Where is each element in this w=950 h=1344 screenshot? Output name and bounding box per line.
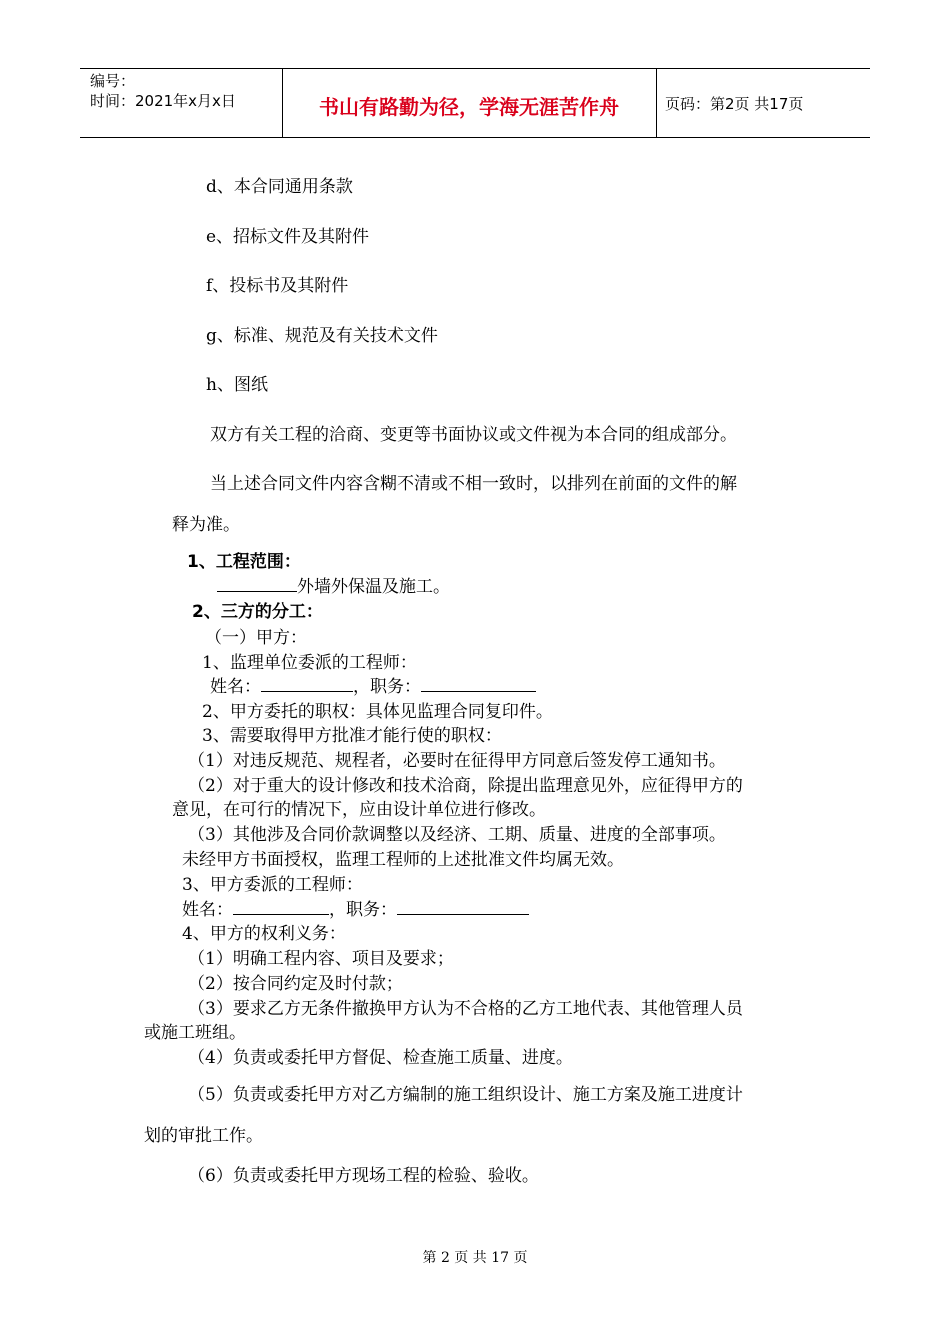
unauthorized-note: 未经甲方书面授权，监理工程师的上述批准文件均属无效。 — [182, 850, 624, 870]
item-approval-powers: 3、需要取得甲方批准才能行使的职权： — [202, 726, 502, 746]
item-entrusted-powers: 2、甲方委托的职权：具体见监理合同复印件。 — [202, 702, 553, 722]
item-party-a-engineer: 3、甲方委派的工程师： — [182, 875, 363, 895]
paragraph-priority-line1: 当上述合同文件内容含糊不清或不相一致时，以排列在前面的文件的解 — [210, 474, 737, 494]
header-motto: 书山有路勤为径，学海无涯苦作舟 — [319, 95, 619, 119]
list-item-e: e、招标文件及其附件 — [206, 227, 370, 247]
number-label: 编号： — [90, 72, 136, 90]
name-label-2: 姓名： — [182, 900, 233, 920]
name-blank — [261, 676, 353, 692]
name-blank-2 — [233, 899, 329, 915]
duty-6: （6）负责或委托甲方现场工程的检验、验收。 — [188, 1166, 539, 1186]
duty-blank — [421, 676, 536, 692]
item-rights-duties: 4、甲方的权利义务： — [182, 924, 346, 944]
supervisor-fields — [210, 672, 536, 697]
power-2-line1: （2）对于重大的设计修改和技术洽商，除提出监理意见外，应征得甲方的 — [188, 776, 743, 796]
scope-blank — [217, 576, 297, 592]
time-label: 时间：2021年x月x日 — [90, 92, 236, 110]
scope-text-label: 外墙外保温及施工。 — [297, 577, 450, 597]
section-heading-scope: 1、工程范围： — [187, 552, 301, 572]
header-page-info: 页码：第2页 共17页 — [665, 95, 804, 113]
scope-text — [217, 572, 450, 597]
duty-2: （2）按合同约定及时付款； — [188, 974, 403, 994]
section-heading-division: 2、三方的分工： — [192, 602, 323, 622]
duty-1: （1）明确工程内容、项目及要求； — [188, 949, 454, 969]
power-1: （1）对违反规范、规程者，必要时在征得甲方同意后签发停工通知书。 — [188, 751, 726, 771]
duty-5-line1: （5）负责或委托甲方对乙方编制的施工组织设计、施工方案及施工进度计 — [188, 1085, 743, 1105]
duty-blank-2 — [397, 899, 529, 915]
duty-label-2: ，职务： — [329, 900, 397, 920]
list-item-f: f、投标书及其附件 — [206, 276, 349, 296]
document-header — [80, 68, 870, 138]
list-item-g: g、标准、规范及有关技术文件 — [206, 326, 438, 346]
subsection-party-a: （一）甲方： — [205, 628, 307, 648]
paragraph-priority-line2: 释为准。 — [172, 515, 240, 535]
duty-3-line2: 或施工班组。 — [144, 1023, 246, 1043]
list-item-h: h、图纸 — [206, 375, 268, 395]
paragraph-composition: 双方有关工程的洽商、变更等书面协议或文件视为本合同的组成部分。 — [210, 425, 737, 445]
header-divider-right — [656, 69, 657, 137]
duty-4: （4）负责或委托甲方督促、检查施工质量、进度。 — [188, 1048, 573, 1068]
list-item-d: d、本合同通用条款 — [206, 177, 353, 197]
power-3: （3）其他涉及合同价款调整以及经济、工期、质量、进度的全部事项。 — [188, 825, 726, 845]
item-supervisor-engineer: 1、监理单位委派的工程师： — [202, 653, 417, 673]
duty-label: ，职务： — [353, 677, 421, 697]
power-2-line2: 意见，在可行的情况下，应由设计单位进行修改。 — [172, 800, 546, 820]
engineer-fields — [182, 895, 529, 920]
duty-3-line1: （3）要求乙方无条件撤换甲方认为不合格的乙方工地代表、其他管理人员 — [188, 999, 743, 1019]
page-footer: 第 2 页 共 17 页 — [422, 1250, 528, 1266]
name-label: 姓名： — [210, 677, 261, 697]
duty-5-line2: 划的审批工作。 — [144, 1126, 263, 1146]
header-meta — [90, 71, 236, 111]
